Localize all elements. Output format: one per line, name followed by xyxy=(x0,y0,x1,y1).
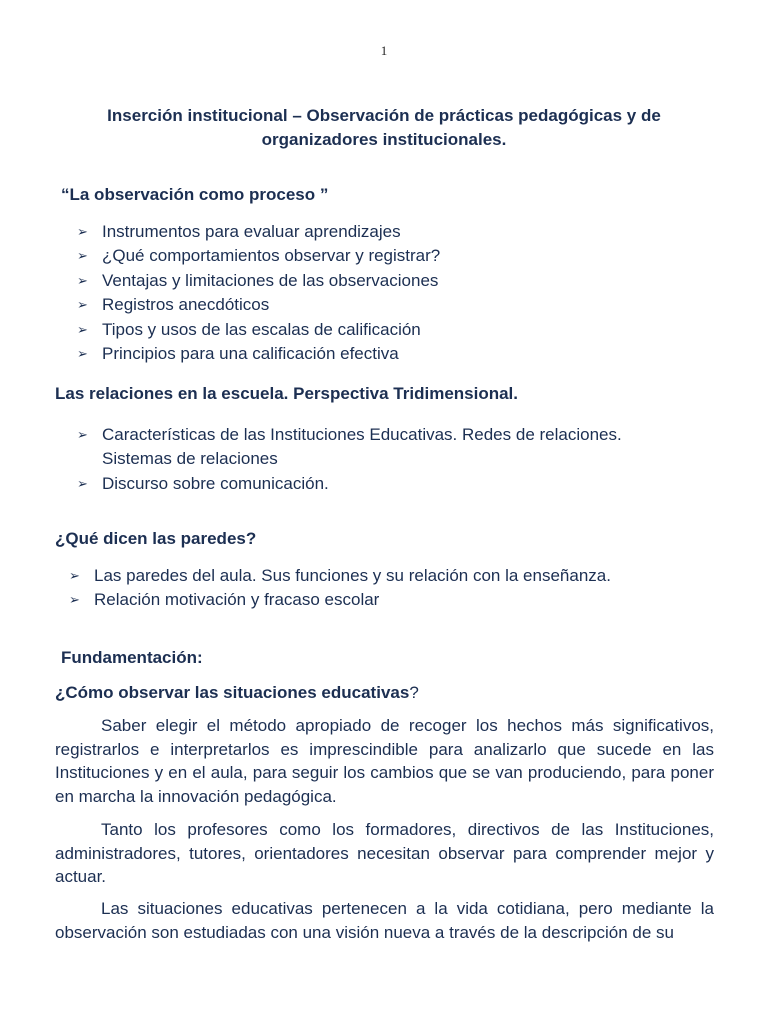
document-title: Inserción institucional – Observación de prácticas pedagógicas y de organizadores institucionales. xyxy=(107,106,661,149)
list-item: ➢ Tipos y usos de las escalas de calificación xyxy=(77,318,707,342)
section3-list xyxy=(69,564,709,613)
section-heading-relaciones: Las relaciones en la escuela. Perspectiva Tridimensional. xyxy=(55,384,519,403)
arrow-bullet-icon: ➢ xyxy=(69,568,80,583)
arrow-bullet-icon: ➢ xyxy=(77,346,88,362)
arrow-bullet-icon: ➢ xyxy=(77,475,88,491)
list-item: ➢ Registros anecdóticos xyxy=(77,293,707,317)
list-item: ➢ ¿Qué comportamientos observar y registrar? xyxy=(77,244,707,268)
paragraph: Tanto los profesores como los formadores, directivos de las Instituciones, administradores, tutores, orientadores necesitan observar para comprender mejor y actuar. xyxy=(55,820,714,886)
section-heading-paredes: ¿Qué dicen las paredes? xyxy=(55,529,257,548)
arrow-bullet-icon: ➢ xyxy=(77,297,88,313)
paragraph: Las situaciones educativas pertenecen a la vida cotidiana, pero mediante la observación son estudiadas con una visión nueva a través de la descripción de su xyxy=(55,899,714,942)
arrow-bullet-icon: ➢ xyxy=(77,321,88,337)
paragraph: Saber elegir el método apropiado de recoger los hechos más significativos, registrarlos e interpretarlos es imprescindible para analizarlo que sucede en las Instituciones y en el aula, para seguir los cambios que se van produciendo, para poner en marcha la innovación pedagógica. xyxy=(55,716,714,806)
section1-list xyxy=(77,220,707,366)
arrow-bullet-icon: ➢ xyxy=(77,427,88,442)
arrow-bullet-icon: ➢ xyxy=(69,592,80,608)
arrow-bullet-icon: ➢ xyxy=(77,272,88,288)
list-item: ➢ Ventajas y limitaciones de las observaciones xyxy=(77,269,707,293)
list-item: ➢ Principios para una calificación efectiva xyxy=(77,342,707,366)
section2-list xyxy=(77,423,687,496)
list-item: ➢ Características de las Instituciones Educativas. Redes de relaciones. Sistemas de relaciones xyxy=(77,425,622,469)
fundamentacion-question: ¿Cómo observar las situaciones educativas? xyxy=(55,683,419,702)
arrow-bullet-icon: ➢ xyxy=(77,248,88,264)
list-item: ➢ Relación motivación y fracaso escolar xyxy=(69,588,709,612)
list-item: ➢ Las paredes del aula. Sus funciones y su relación con la enseñanza. xyxy=(69,564,709,588)
section-heading-fundamentacion: Fundamentación: xyxy=(61,648,203,667)
page-number: 1 xyxy=(380,43,388,58)
section-heading-observacion: “La observación como proceso ” xyxy=(61,185,329,204)
arrow-bullet-icon: ➢ xyxy=(77,224,88,239)
list-item: ➢ Instrumentos para evaluar aprendizajes xyxy=(77,220,707,244)
list-item: ➢ Discurso sobre comunicación. xyxy=(77,472,687,496)
